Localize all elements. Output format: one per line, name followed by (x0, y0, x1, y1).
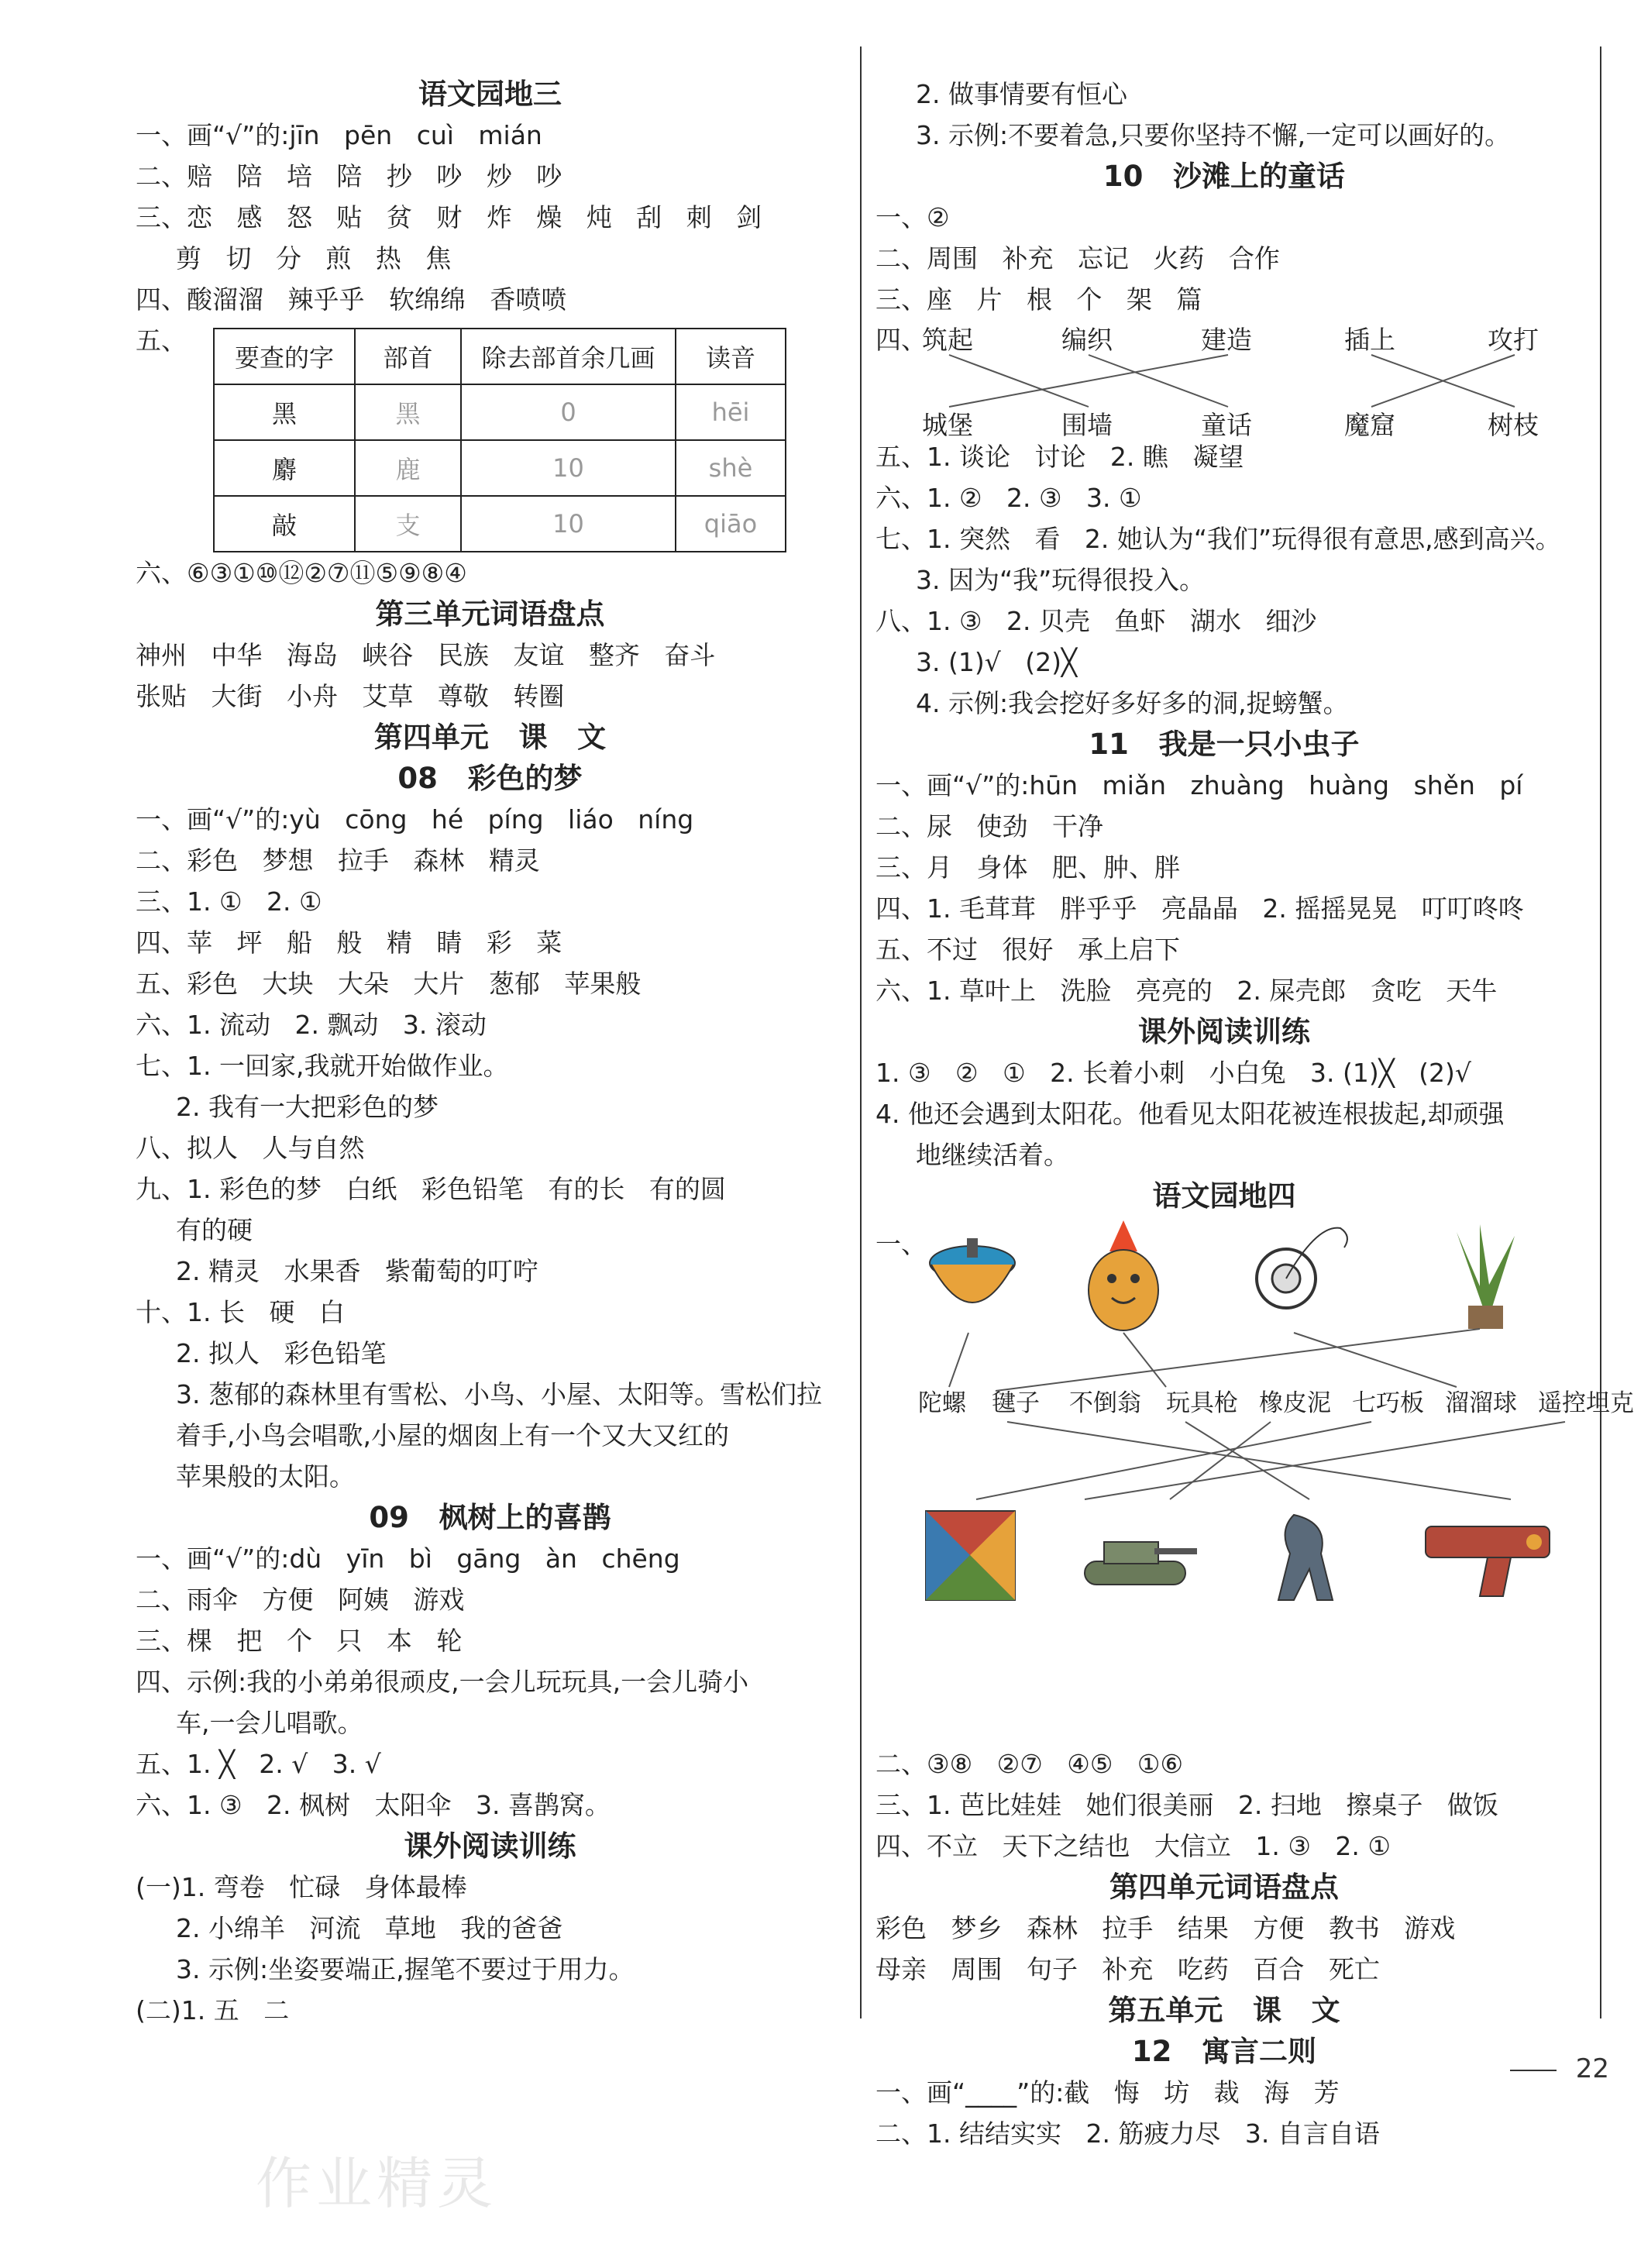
table-row (214, 384, 786, 440)
table-label: 五、 (136, 325, 187, 356)
answer-line: 五、不过 很好 承上启下 (875, 934, 1180, 965)
matching-word: 童话 (1201, 410, 1252, 440)
toy-gun-picture (1418, 1515, 1557, 1600)
plant-toy-picture (1433, 1217, 1534, 1333)
answer-line: 2. 小绵羊 河流 草地 我的爸爸 (176, 1913, 563, 1943)
section-title: 第四单元词语盘点 (1109, 1870, 1339, 1904)
tangram-picture (922, 1507, 1023, 1604)
matching-word: 树枝 (1488, 410, 1539, 440)
section-title: 11 我是一只小虫子 (1089, 728, 1360, 761)
answer-line: 六、1. ② 2. ③ 3. ① (875, 483, 1142, 513)
matching-word: 魔窟 (1344, 410, 1395, 440)
answer-line: 2. 拟人 彩色铅笔 (176, 1338, 387, 1368)
answer-line: 2. 我有一大把彩色的梦 (176, 1092, 439, 1122)
yoyo-picture (1244, 1217, 1360, 1325)
matching-word: 插上 (1344, 325, 1395, 355)
spinning-top-picture (922, 1232, 1023, 1333)
table-header-cell: 部首 (355, 329, 461, 384)
clay-figure-picture (1263, 1507, 1348, 1608)
section-title: 语文园地三 (418, 77, 562, 111)
left-column (136, 74, 845, 2031)
table-cell: 麝 (214, 440, 355, 496)
table-cell: 敲 (214, 496, 355, 552)
toy-name: 毽子 (992, 1389, 1040, 1417)
answer-line: 一、画“√”的:hūn miǎn zhuàng huàng shěn pí (875, 770, 1523, 800)
answer-line: 十、1. 长 硬 白 (136, 1297, 345, 1327)
answer-line: 七、1. 一回家,我就开始做作业。 (136, 1051, 509, 1081)
answer-line: 一、画“____”的:截 悔 坊 裁 海 芳 (875, 2077, 1340, 2108)
tumbler-doll-picture (1077, 1217, 1170, 1333)
toy-name: 橡皮泥 (1259, 1389, 1331, 1417)
matching-word: 攻打 (1488, 325, 1539, 355)
answer-line: 张贴 大街 小舟 艾草 尊敬 转圈 (136, 681, 565, 711)
answer-line: 三、月 身体 肥、肿、胖 (875, 852, 1180, 883)
section-title: 语文园地四 (1152, 1179, 1296, 1213)
answer-line: (二)1. 五 二 (136, 1995, 290, 2025)
answer-line: 二、尿 使劲 干净 (875, 811, 1103, 841)
dictionary-table (213, 328, 786, 552)
table-cell: 10 (461, 440, 676, 496)
matching-label: 四、 (875, 325, 927, 355)
answer-line: 母亲 周围 句子 补充 吃药 百合 死亡 (875, 1954, 1380, 1984)
page-number-value: 22 (1575, 2053, 1609, 2084)
matching-exercise (875, 320, 1573, 440)
table-header-cell: 要查的字 (214, 329, 355, 384)
section-title: 10 沙滩上的童话 (1103, 160, 1346, 193)
answer-line: 二、赔 陪 培 陪 抄 吵 炒 吵 (136, 161, 562, 191)
toy-name: 玩具枪 (1166, 1389, 1238, 1417)
table-cell: hēi (676, 384, 786, 440)
answer-line: 3. (1)√ (2)╳ (916, 647, 1077, 677)
table-cell: 0 (461, 384, 676, 440)
table-cell: 黑 (214, 384, 355, 440)
toy-name: 溜溜球 (1445, 1389, 1517, 1417)
answer-line: 九、1. 彩色的梦 白纸 彩色铅笔 有的长 有的圆 (136, 1174, 726, 1204)
answer-line: 地继续活着。 (916, 1140, 1069, 1170)
answer-line: 四、1. 毛茸茸 胖乎乎 亮晶晶 2. 摇摇晃晃 叮叮咚咚 (875, 893, 1524, 924)
right-edge-divider (1600, 46, 1601, 2018)
answer-line: 六、⑥③①⑩⑫②⑦⑪⑤⑨⑧④ (136, 558, 467, 588)
answer-line: 神州 中华 海岛 峡谷 民族 友谊 整齐 奋斗 (136, 640, 716, 670)
matching-word: 编织 (1061, 325, 1113, 355)
answer-line: 五、1. ╳ 2. √ 3. √ (136, 1749, 381, 1779)
answer-line: (一)1. 弯卷 忙碌 身体最棒 (136, 1872, 467, 1902)
answer-line: 彩色 梦乡 森林 拉手 结果 方便 教书 游戏 (875, 1913, 1456, 1943)
table-header-cell: 读音 (676, 329, 786, 384)
matching-word: 建造 (1201, 325, 1252, 355)
section-title: 12 寓言二则 (1131, 2035, 1317, 2068)
answer-line: 六、1. 流动 2. 飘动 3. 滚动 (136, 1010, 487, 1040)
answer-line: 六、1. ③ 2. 枫树 太阳伞 3. 喜鹊窝。 (136, 1790, 611, 1820)
column-divider (860, 46, 862, 2018)
answer-line: 一、画“√”的:yù cōng hé píng liáo níng (136, 804, 694, 835)
answer-line: 3. 因为“我”玩得很投入。 (916, 565, 1206, 595)
matching-word: 城堡 (922, 410, 973, 440)
toy-name: 遥控坦克 (1538, 1389, 1634, 1417)
matching-lines (875, 351, 1573, 413)
answer-line: 二、周围 补充 忘记 火药 合作 (875, 243, 1280, 274)
toy-tank-picture (1069, 1519, 1201, 1596)
answer-line: 有的硬 (176, 1215, 253, 1245)
toy-name: 陀螺 (918, 1389, 966, 1417)
answer-line: 三、座 片 根 个 架 篇 (875, 284, 1202, 315)
page-number-dash (1510, 2070, 1557, 2071)
section-title: 09 枫树上的喜鹊 (369, 1501, 611, 1534)
table-cell: shè (676, 440, 786, 496)
answer-line: 二、③⑧ ②⑦ ④⑤ ①⑥ (875, 1749, 1184, 1779)
answer-line: 2. 做事情要有恒心 (916, 79, 1127, 109)
answer-line: 四、酸溜溜 辣乎乎 软绵绵 香喷喷 (136, 284, 567, 315)
table-cell: 10 (461, 496, 676, 552)
toy-matching-exercise (875, 1217, 1634, 1743)
watermark: 作业精灵 (256, 2151, 498, 2216)
section-title: 第三单元词语盘点 (375, 597, 605, 631)
answer-line: 3. 示例:坐姿要端正,握笔不要过于用力。 (176, 1954, 635, 1984)
answer-line: 三、棵 把 个 只 本 轮 (136, 1626, 463, 1656)
dictionary-table-block (136, 320, 845, 552)
answer-line: 2. 精灵 水果香 紫葡萄的叮咛 (176, 1256, 538, 1286)
answer-line: 1. ③ ② ① 2. 长着小刺 小白兔 3. (1)╳ (2)√ (875, 1058, 1471, 1088)
section-title: 第四单元 课 文 (373, 721, 607, 754)
answer-line: 4. 他还会遇到太阳花。他看见太阳花被连根拔起,却顽强 (875, 1099, 1505, 1129)
table-header-row (214, 329, 786, 384)
answer-line: 一、画“√”的:dù yīn bì gāng àn chēng (136, 1544, 680, 1574)
answer-line: 四、示例:我的小弟弟很顽皮,一会儿玩玩具,一会儿骑小 (136, 1667, 749, 1697)
answer-line: 五、1. 谈论 讨论 2. 瞧 凝望 (875, 442, 1244, 472)
table-header-cell: 除去部首余几画 (461, 329, 676, 384)
right-column (875, 74, 1634, 2154)
toy-name: 七巧板 (1352, 1389, 1424, 1417)
answer-line: 3. 葱郁的森林里有雪松、小鸟、小屋、太阳等。雪松们拉 (176, 1379, 822, 1409)
section-title: 08 彩色的梦 (397, 762, 583, 795)
answer-line: 二、1. 结结实实 2. 筋疲力尽 3. 自言自语 (875, 2118, 1380, 2149)
table-row (214, 440, 786, 496)
answer-line: 四、不立 天下之结也 大信立 1. ③ 2. ① (875, 1831, 1391, 1861)
answer-line: 三、1. 芭比娃娃 她们很美丽 2. 扫地 擦桌子 做饭 (875, 1790, 1498, 1820)
answer-line: 八、拟人 人与自然 (136, 1133, 365, 1163)
answer-line: 车,一会儿唱歌。 (176, 1708, 363, 1738)
section-title: 课外阅读训练 (1138, 1015, 1310, 1048)
answer-line: 二、彩色 梦想 拉手 森林 精灵 (136, 845, 540, 876)
answer-line: 八、1. ③ 2. 贝壳 鱼虾 湖水 细沙 (875, 606, 1317, 636)
answer-line: 一、② (875, 202, 950, 232)
answer-line: 着手,小鸟会唱歌,小屋的烟囱上有一个又大又红的 (176, 1420, 729, 1451)
matching-word: 围墙 (1061, 410, 1113, 440)
table-cell: 黑 (355, 384, 461, 440)
answer-line: 六、1. 草叶上 洗脸 亮亮的 2. 屎壳郎 贪吃 天牛 (875, 976, 1498, 1006)
answer-line: 五、彩色 大块 大朵 大片 葱郁 苹果般 (136, 969, 642, 999)
answer-line: 三、1. ① 2. ① (136, 886, 322, 917)
table-row (214, 496, 786, 552)
section-title: 课外阅读训练 (404, 1829, 576, 1863)
table-cell: 支 (355, 496, 461, 552)
answer-line: 一、画“√”的:jīn pēn cuì mián (136, 120, 542, 150)
matching-word: 筑起 (922, 325, 973, 355)
answer-line: 三、恋 感 怒 贴 贫 财 炸 燥 炖 刮 刺 剑 (136, 202, 762, 232)
answer-line: 剪 切 分 煎 热 焦 (176, 243, 452, 274)
answer-line: 3. 示例:不要着急,只要你坚持不懈,一定可以画好的。 (916, 120, 1511, 150)
answer-line: 七、1. 突然 看 2. 她认为“我们”玩得很有意思,感到高兴。 (875, 524, 1561, 554)
toy-label: 一、 (875, 1229, 927, 1259)
table-cell: 鹿 (355, 440, 461, 496)
table-cell: qiāo (676, 496, 786, 552)
section-title: 第五单元 课 文 (1108, 1994, 1340, 2027)
answer-line: 四、苹 坪 船 般 精 睛 彩 菜 (136, 928, 562, 958)
answer-line: 4. 示例:我会挖好多好多的洞,捉螃蟹。 (916, 688, 1349, 718)
answer-line: 苹果般的太阳。 (176, 1461, 355, 1492)
toy-name: 不倒翁 (1069, 1389, 1141, 1417)
answer-line: 二、雨伞 方便 阿姨 游戏 (136, 1585, 465, 1615)
page-number (1510, 2053, 1609, 2084)
